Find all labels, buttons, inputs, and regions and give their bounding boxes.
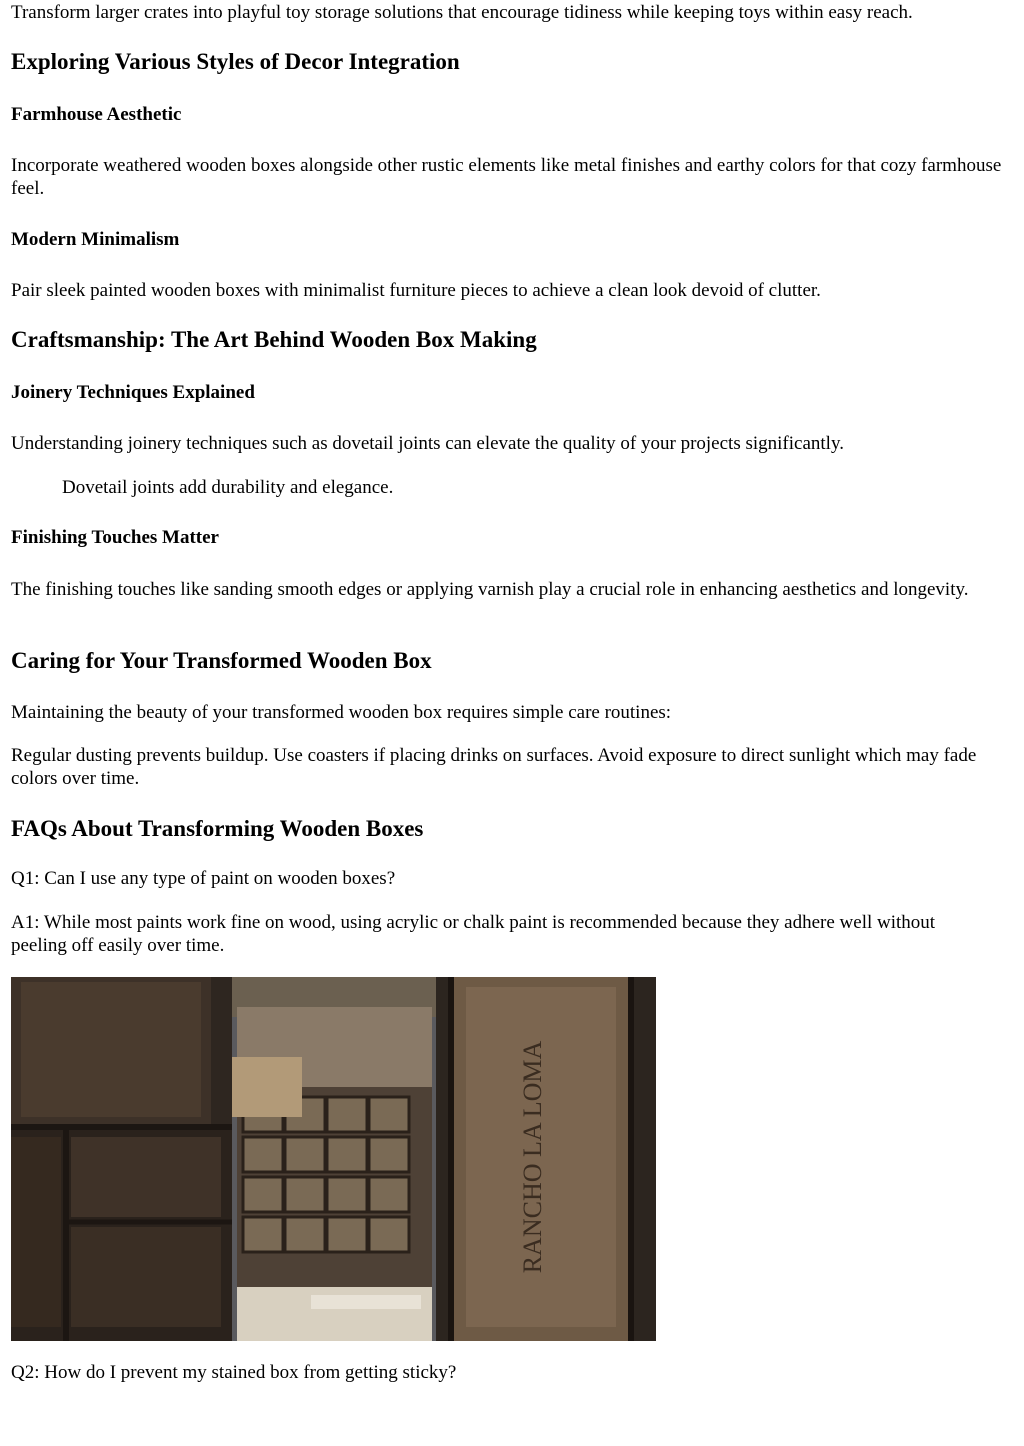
care-intro: Maintaining the beauty of your transformed wooden box requires simple care routines: — [11, 702, 672, 723]
faq-heading: FAQs About Transforming Wooden Boxes — [11, 816, 424, 841]
modern-paragraph: Pair sleek painted wooden boxes with minimalist furniture pieces to achieve a clean look devoid of clutter. — [11, 280, 821, 301]
farmhouse-heading: Farmhouse Aesthetic — [11, 104, 182, 125]
farmhouse-paragraph: Incorporate weathered wooden boxes alongside other rustic elements like metal finishes and earthy colors for that cozy farmhouse feel. — [11, 155, 1002, 199]
faq-a1: A1: While most paints work fine on wood, using acrylic or chalk paint is recommended because they adhere well without peeling off easily over time. — [11, 912, 936, 956]
finishing-paragraph: The finishing touches like sanding smooth edges or applying varnish play a crucial role in enhancing aesthetics and longevity. — [11, 579, 969, 600]
modern-heading: Modern Minimalism — [11, 229, 180, 250]
faq-q1: Q1: Can I use any type of paint on wooden boxes? — [11, 868, 396, 889]
craft-heading: Craftsmanship: The Art Behind Wooden Box Making — [11, 327, 537, 352]
intro-paragraph: Transform larger crates into playful toy storage solutions that encourage tidiness while keeping toys within easy reach. — [11, 2, 913, 23]
joinery-heading: Joinery Techniques Explained — [11, 382, 255, 403]
joinery-paragraph: Understanding joinery techniques such as dovetail joints can elevate the quality of your projects significantly. — [11, 433, 844, 454]
finishing-heading: Finishing Touches Matter — [11, 527, 219, 548]
decor-heading: Exploring Various Styles of Decor Integration — [11, 49, 460, 74]
wooden-crates-photo — [11, 977, 656, 1341]
care-tips: Regular dusting prevents buildup. Use coasters if placing drinks on surfaces. Avoid exposure to direct sunlight which may fade colors over time. — [11, 745, 977, 789]
joinery-note: Dovetail joints add durability and elegance. — [62, 477, 394, 498]
faq-q2: Q2: How do I prevent my stained box from getting sticky? — [11, 1362, 457, 1383]
care-heading: Caring for Your Transformed Wooden Box — [11, 648, 432, 673]
crate-brand-text: RANCHO LA LOMA — [518, 1040, 547, 1274]
